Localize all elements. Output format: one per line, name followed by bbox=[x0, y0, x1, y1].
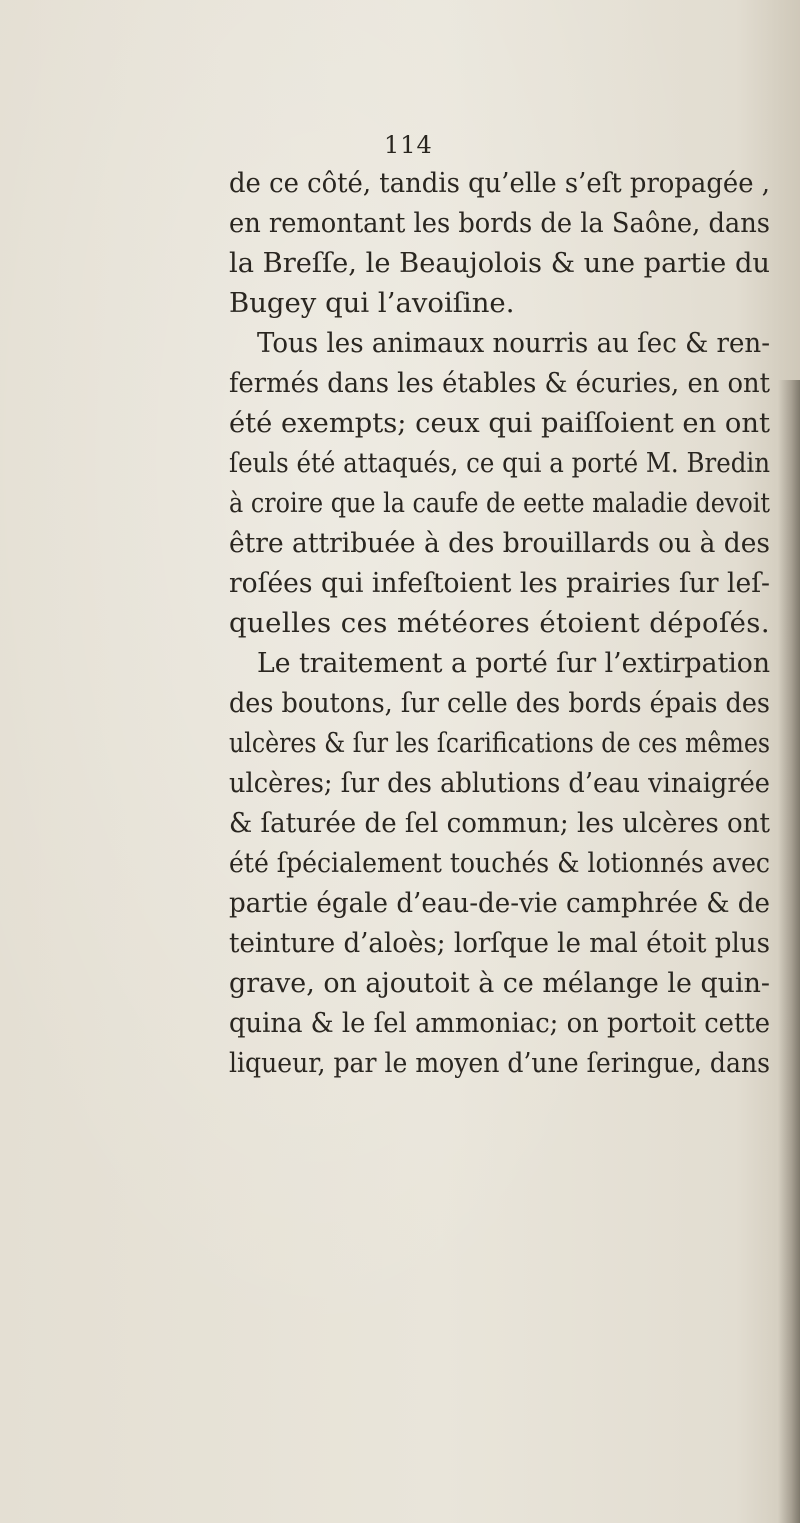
text-line: la Breſſe, le Beaujolois & une partie du bbox=[229, 247, 770, 279]
text-line: Le traitement a porté ſur l’extirpation bbox=[257, 647, 771, 679]
text-line: partie égale d’eau-de-vie camphrée & de bbox=[229, 887, 771, 919]
text-line: grave, on ajoutoit à ce mélange le quin- bbox=[229, 967, 771, 999]
text-line: quina & le ſel ammoniac; on portoit cette bbox=[229, 1007, 771, 1039]
text-line: ulcères; ſur des ablutions d’eau vinaigrée bbox=[229, 767, 770, 799]
text-line: en remontant les bords de la Saône, dans bbox=[229, 207, 770, 239]
text-line: été ſpécialement touchés & lotionnés avec bbox=[229, 847, 770, 879]
text-line: Bugey qui l’avoiſine. bbox=[229, 287, 515, 319]
text-line: ulcères & ſur les ſcarifications de ces mêmes bbox=[229, 727, 771, 759]
text-line: Tous les animaux nourris au ſec & ren- bbox=[257, 327, 771, 359]
text-line: fermés dans les étables & écuries, en ont bbox=[229, 367, 771, 399]
text-line: liqueur, par le moyen d’une ſeringue, dans bbox=[229, 1047, 770, 1079]
text-line: ſeuls été attaqués, ce qui a porté M. Bredin bbox=[229, 447, 771, 479]
page-number: 114 bbox=[384, 131, 433, 159]
text-line: été exempts; ceux qui paiſſoient en ont bbox=[229, 407, 770, 439]
text-line: teinture d’aloès; lorſque le mal étoit plus bbox=[229, 927, 770, 959]
text-line: être attribuée à des brouillards ou à des bbox=[229, 527, 770, 559]
text-line: des boutons, ſur celle des bords épais des bbox=[229, 687, 771, 719]
text-line: de ce côté, tandis qu’elle s’eſt propagée , bbox=[229, 167, 770, 199]
text-line: & ſaturée de ſel commun; les ulcères ont bbox=[229, 807, 770, 839]
text-line: quelles ces météores étoient dépoſés. bbox=[229, 607, 771, 639]
text-line: à croire que la caufe de eette maladie devoit bbox=[229, 487, 771, 519]
text-line: roſées qui infeſtoient les prairies ſur leſ- bbox=[229, 567, 771, 599]
